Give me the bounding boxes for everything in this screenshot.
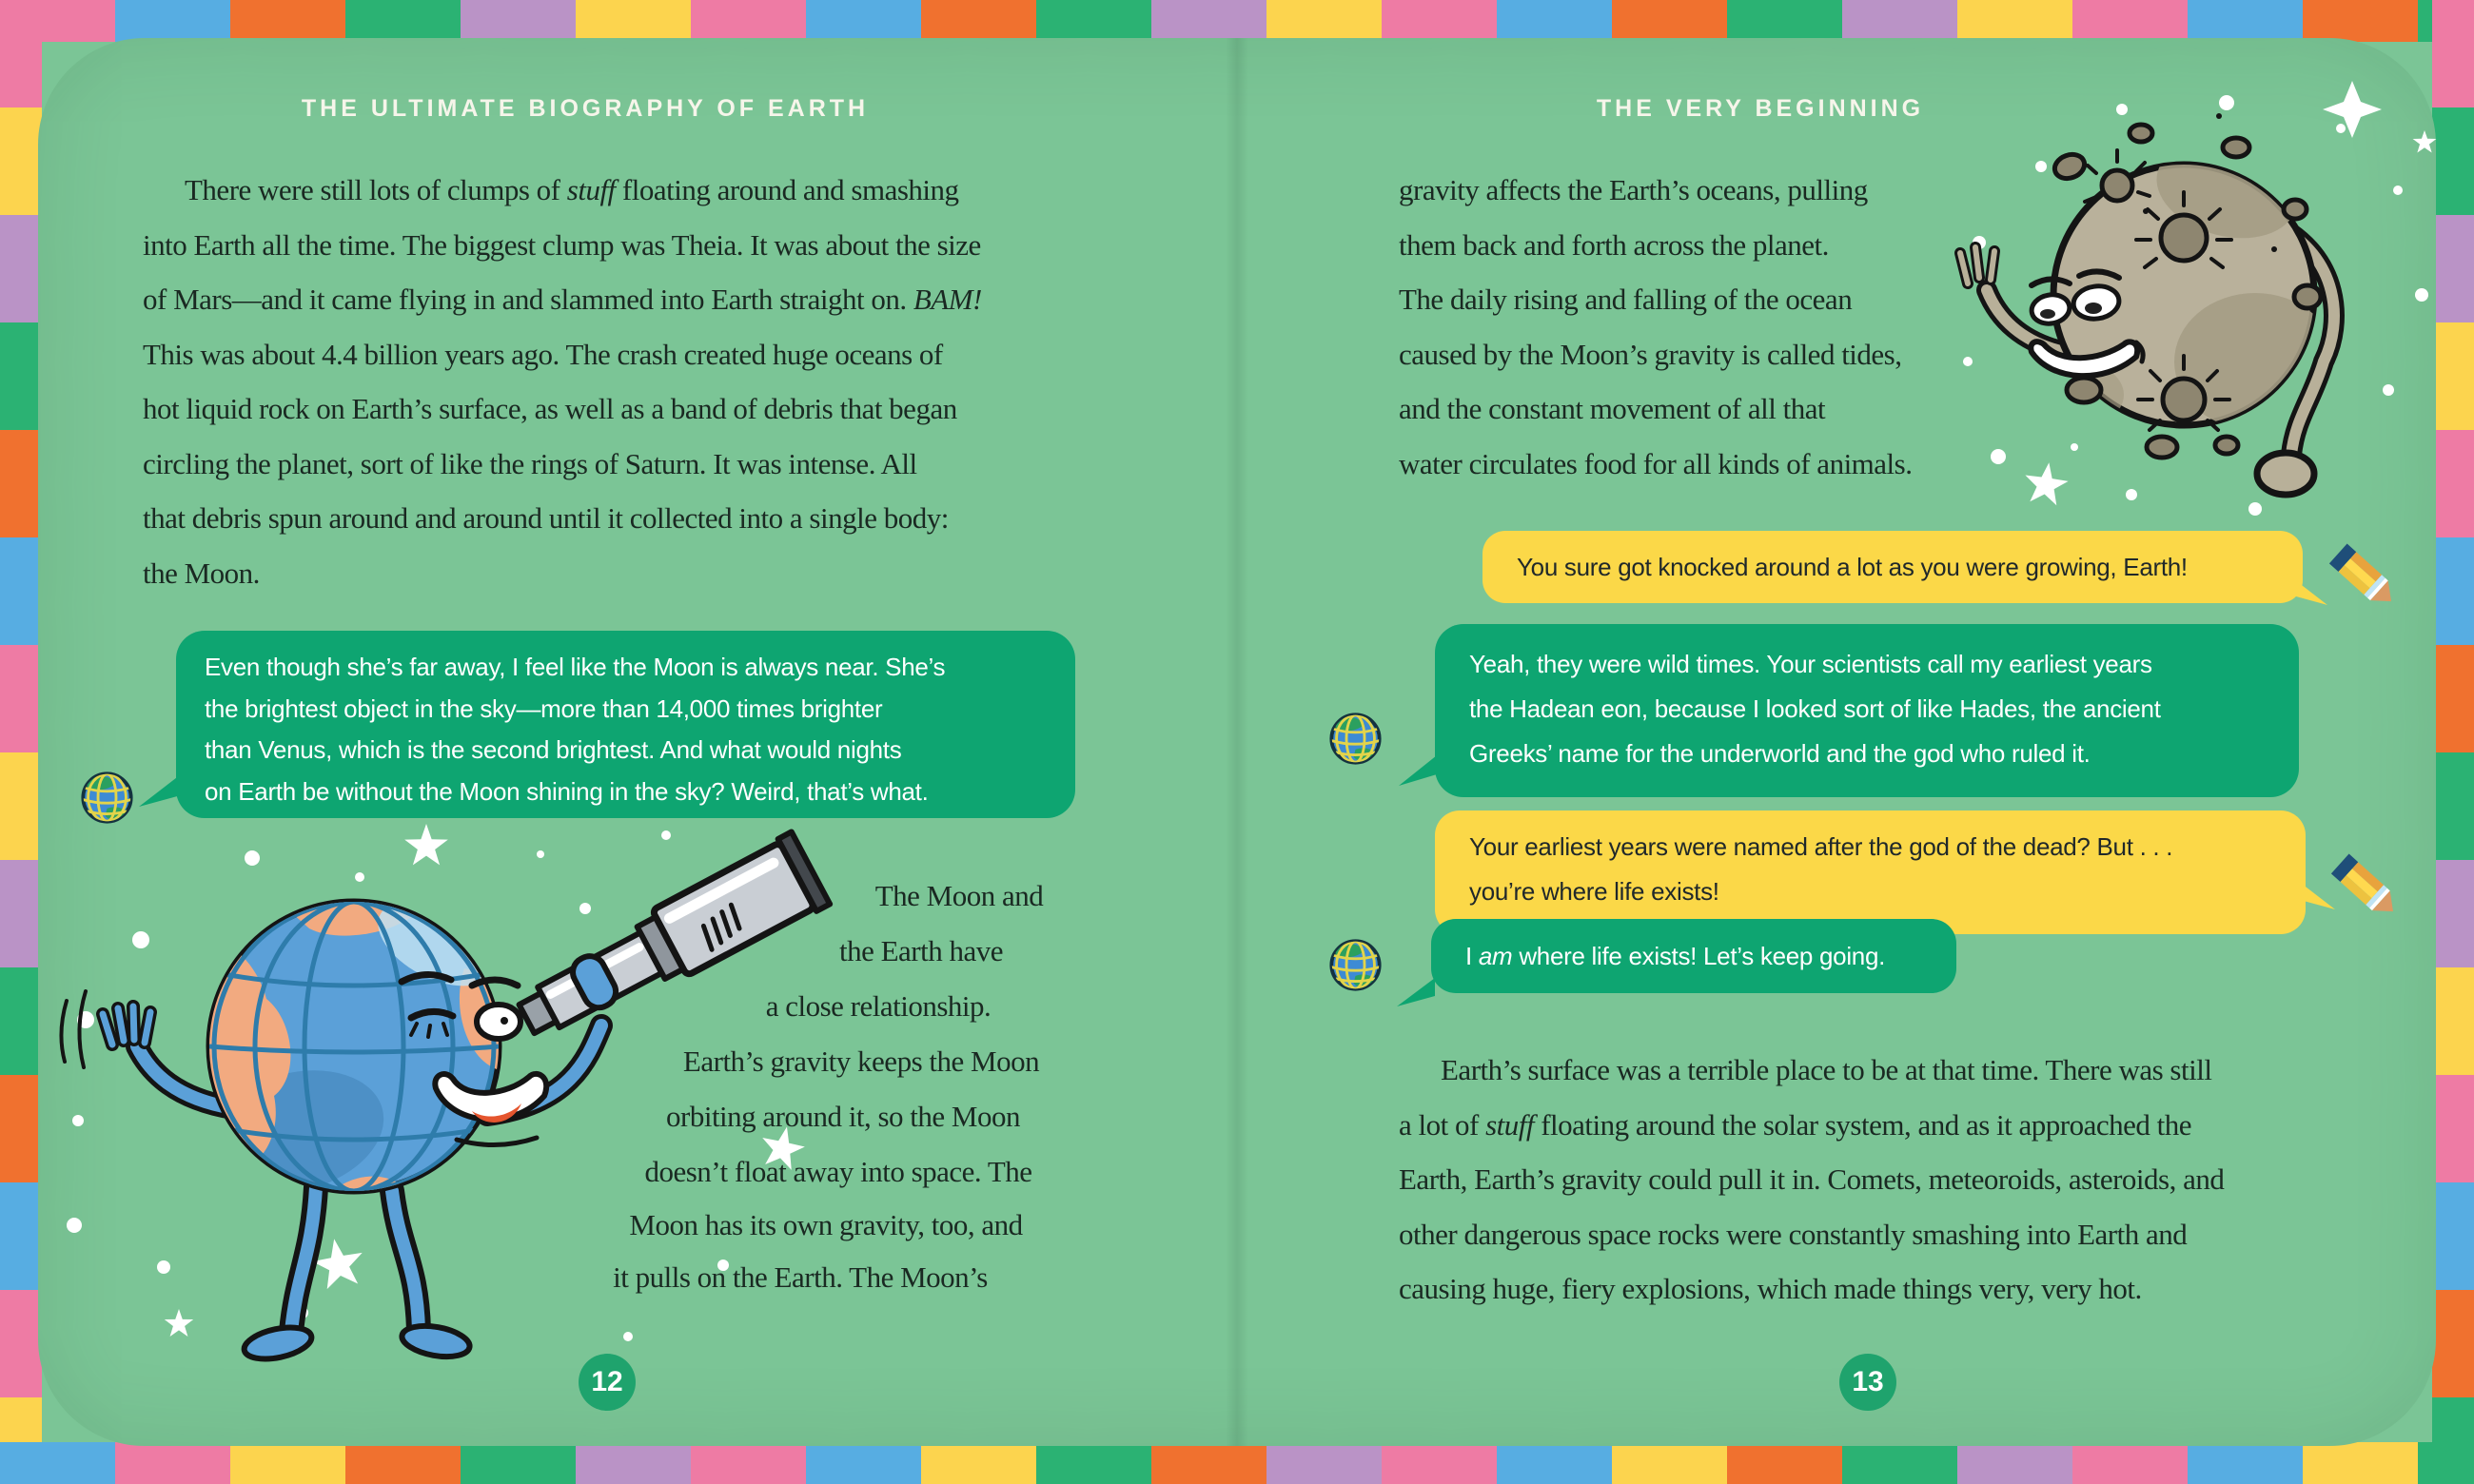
- telescope-icon: [507, 831, 830, 1055]
- speech-bubble-tail: [1399, 753, 1437, 790]
- right-page-paragraph-top: gravity affects the Earth’s oceans, pulling them back and forth across the planet. The daily rising and falling of the ocean caused by the Moon’s gravity is called tides, and the constant movement of all that water circulates food for all kinds of animals.: [1399, 173, 1913, 480]
- left-page-header: THE ULTIMATE BIOGRAPHY OF EARTH: [301, 95, 870, 122]
- pencil-icon: [2327, 849, 2404, 925]
- right-page-paragraph-bottom: Earth’s surface was a terrible place to be at that time. There was still a lot of stuff floating around the solar system, and as it approached the Earth, Earth’s gravity could pull it in. Comets, meteoroids, asteroids, and other dangerous space rocks were constantly smashing into Earth and causing huge, fiery explosions, which made things very, very hot.: [1399, 1053, 2225, 1305]
- moon-chat-bubble-1: You sure got knocked around a lot as you were growing, Earth!: [1482, 531, 2303, 603]
- moon-chat-bubble-2: Your earliest years were named after the god of the dead? But . . . you’re where life exists!: [1435, 810, 2306, 934]
- sparkle-icon: [2323, 81, 2382, 138]
- moon-character-illustration: [1941, 76, 2474, 552]
- page-seam: [1226, 38, 1248, 1446]
- earth-chat-bubble-1: Yeah, they were wild times. Your scientists call my earliest years the Hadean eon, because I looked sort of like Hades, the ancient Greeks’ name for the underworld and the god who ruled it.: [1435, 624, 2299, 797]
- border-top: [0, 0, 2474, 42]
- border-left: [0, 0, 42, 1484]
- wrapped-paragraph: The Moon and the Earth have a close relationship. Earth’s gravity keeps the Moon orbiting around it, so the Moon doesn’t float away into space. The Moon has its own gravity, too, and it pulls on the Earth. The Moon’s: [613, 879, 1044, 1294]
- speech-bubble-tail: [139, 772, 181, 810]
- pencil-icon: [2326, 538, 2402, 615]
- right-page-header: THE VERY BEGINNING: [1596, 95, 1925, 122]
- left-page-paragraph: There were still lots of clumps of stuff floating around and smashing into Earth all the time. The biggest clump was Theia. It was about the size of Mars—and it came flying in and slammed into Earth straight on. BAM! This was about 4.4 billion years ago. The crash created huge oceans of hot liquid rock on Earth’s surface, as well as a band of debris that began circling the planet, sort of like the rings of Saturn. It was intense. All that debris spun around and around until it collected into a single body: the Moon.: [143, 173, 982, 590]
- earth-chat-bubble-2: I am where life exists! Let’s keep going.: [1431, 919, 1956, 993]
- earth-legs: [242, 1187, 472, 1364]
- page-number-right: 13: [1839, 1354, 1896, 1411]
- earth-character-illustration: [57, 818, 894, 1398]
- speech-bubble-tail: [1397, 976, 1435, 1010]
- speech-bubble-tail: [2286, 571, 2327, 609]
- globe-icon: [80, 771, 134, 825]
- earth-speech-bubble: Even though she’s far away, I feel like the Moon is always near. She’s the brightest object in the sky—more than 14,000 times brighter than Venus, which is the second brightest. And what would nights on Earth be without the Moon shining in the sky? Weird, that’s what.: [176, 631, 1075, 818]
- border-bottom: [0, 1442, 2474, 1484]
- globe-icon: [1328, 712, 1383, 766]
- page-number-left: 12: [579, 1354, 636, 1411]
- globe-icon: [1328, 938, 1383, 992]
